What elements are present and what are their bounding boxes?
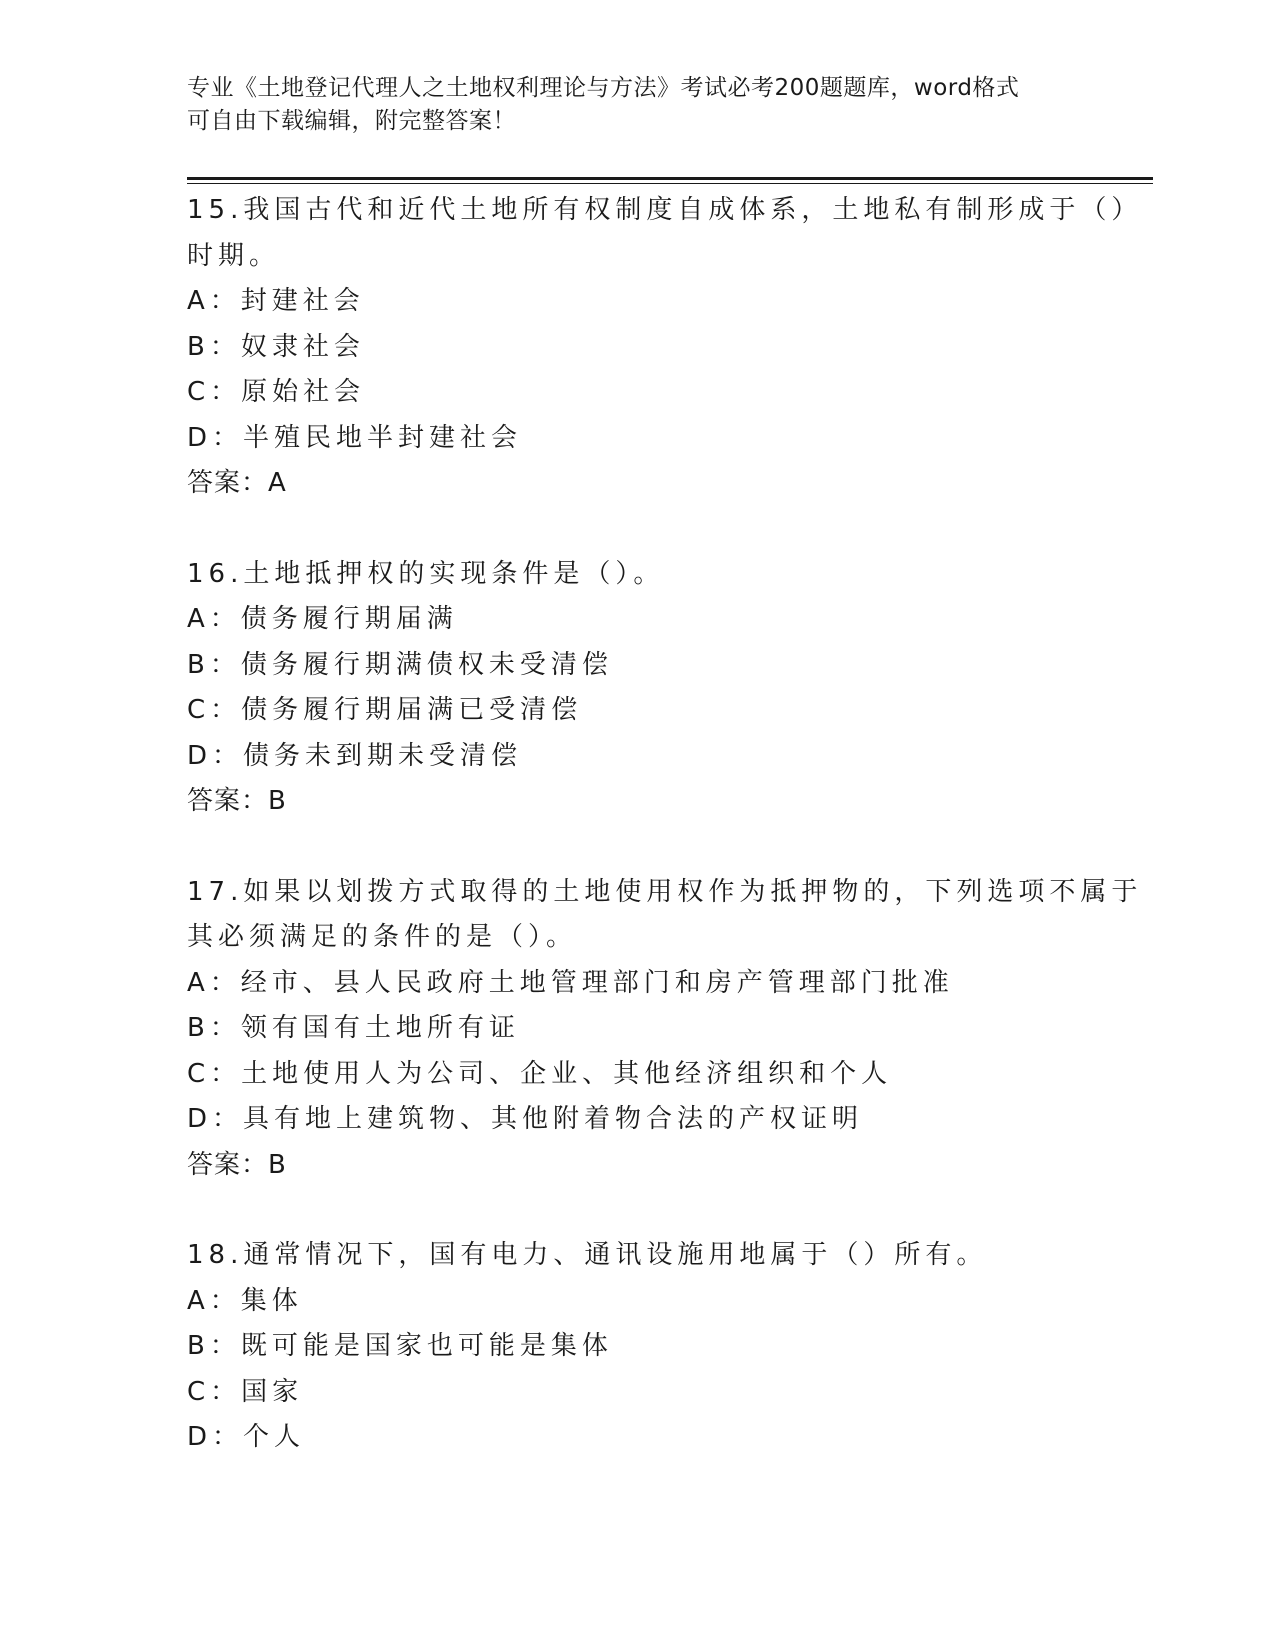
question-18 <box>187 1233 1147 1461</box>
answer: 答案：A <box>187 468 287 498</box>
question-spacer <box>187 825 1147 870</box>
option-d: D：具有地上建筑物、其他附着物合法的产权证明 <box>187 1104 864 1134</box>
header-divider-thin <box>187 183 1153 184</box>
question-spacer <box>187 1188 1147 1233</box>
header-divider-thick <box>187 177 1153 180</box>
question-16 <box>187 552 1147 825</box>
question-stem: 17.如果以划拨方式取得的土地使用权作为抵押物的，下列选项不属于 <box>187 876 1143 907</box>
document-header <box>187 72 1087 138</box>
option-a: A：债务履行期届满 <box>187 604 458 634</box>
option-c: C：原始社会 <box>187 377 366 407</box>
option-a: A：经市、县人民政府土地管理部门和房产管理部门批准 <box>187 967 954 998</box>
question-list <box>187 188 1147 1461</box>
question-stem: 18.通常情况下，国有电力、通讯设施用地属于（）所有。 <box>187 1240 988 1270</box>
header-line-2: 可自由下载编辑，附完整答案！ <box>187 108 516 134</box>
question-15 <box>187 188 1147 507</box>
question-stem: 时期。 <box>187 240 281 271</box>
option-d: D：个人 <box>187 1422 306 1452</box>
option-d: D：半殖民地半封建社会 <box>187 422 523 453</box>
answer: 答案：B <box>187 786 287 816</box>
option-c: C：土地使用人为公司、企业、其他经济组织和个人 <box>187 1058 893 1089</box>
option-d: D：债务未到期未受清偿 <box>187 740 523 771</box>
question-stem: 其必须满足的条件的是（）。 <box>187 922 578 952</box>
option-b: B：奴隶社会 <box>187 331 365 362</box>
option-c: C：债务履行期届满已受清偿 <box>187 695 583 725</box>
option-c: C：国家 <box>187 1376 304 1407</box>
option-a: A：封建社会 <box>187 286 365 316</box>
question-stem: 16.土地抵押权的实现条件是（）。 <box>187 558 665 589</box>
answer: 答案：B <box>187 1149 287 1180</box>
question-spacer <box>187 507 1147 552</box>
question-stem: 15.我国古代和近代土地所有权制度自成体系，土地私有制形成于（） <box>187 195 1143 225</box>
option-b: B：债务履行期满债权未受清偿 <box>187 649 613 680</box>
option-b: B：领有国有土地所有证 <box>187 1013 520 1043</box>
question-17 <box>187 870 1147 1189</box>
header-line-1: 专业《土地登记代理人之土地权利理论与方法》考试必考200题题库，word格式 <box>187 75 1020 101</box>
option-a: A：集体 <box>187 1285 303 1316</box>
option-b: B：既可能是国家也可能是集体 <box>187 1331 613 1361</box>
